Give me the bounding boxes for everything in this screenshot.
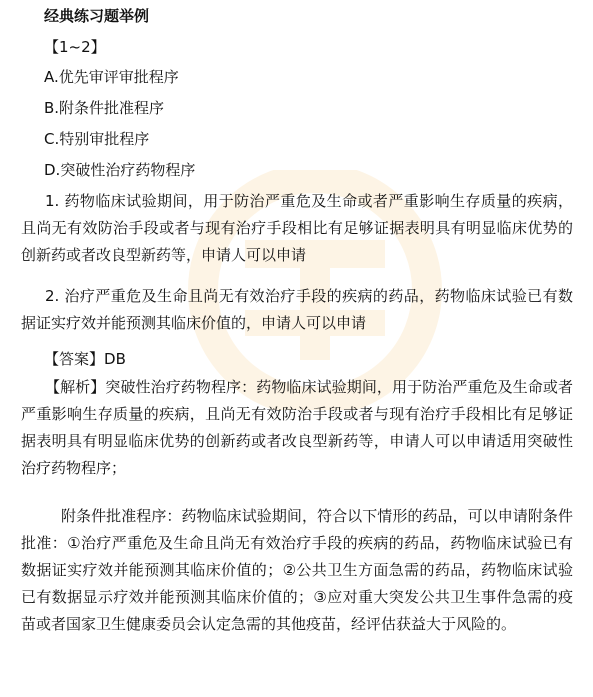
answer-label: 【答案】 — [44, 350, 105, 368]
option-c: C.特别审批程序 — [44, 130, 150, 148]
analysis-text-1: 突破性治疗药物程序：药物临床试验期间，用于防治严重危及生命或者严重影响生存质量的疾病，且尚无有效防治手段或者与现有治疗手段相比有足够证据表明具有明显临床优势的创新药或者改良型新药等，申请人可以申请适用突破性治疗药物程序； — [21, 378, 573, 477]
option-a: A.优先审评审批程序 — [44, 68, 179, 86]
analysis-paragraph-2: 附条件批准程序：药物临床试验期间，符合以下情形的药品，可以申请附条件批准：①治疗严重危及生命且尚无有效治疗手段的疾病的药品，药物临床试验已有数据证实疗效并能预测其临床价值的；②公共卫生方面急需的药品，药物临床试验已有数据显示疗效并能预测其临床价值的；③应对重大突发公共卫生事件急需的疫苗或者国家卫生健康委员会认定急需的其他疫苗，经评估获益大于风险的。 — [21, 507, 573, 633]
question-1: 1. 药物临床试验期间，用于防治严重危及生命或者严重影响生存质量的疾病，且尚无有效防治手段或者与现有治疗手段相比有足够证据表明具有明显临床优势的创新药或者改良型新药等，申请人可以申请 — [21, 192, 573, 264]
question-range-label: 【1~2】 — [44, 38, 106, 56]
option-b: B.附条件批准程序 — [44, 99, 165, 117]
analysis-paragraph-1 — [21, 374, 573, 482]
question-2: 2. 治疗严重危及生命且尚无有效治疗手段的疾病的药品，药物临床试验已有数据证实疗效并能预测其临床价值的，申请人可以申请 — [21, 287, 573, 332]
answer-value: DB — [104, 350, 126, 368]
section-heading: 经典练习题举例 — [44, 7, 150, 25]
option-d: D.突破性治疗药物程序 — [44, 161, 196, 179]
analysis-label: 【解析】 — [45, 378, 106, 396]
answer-line — [44, 349, 126, 369]
